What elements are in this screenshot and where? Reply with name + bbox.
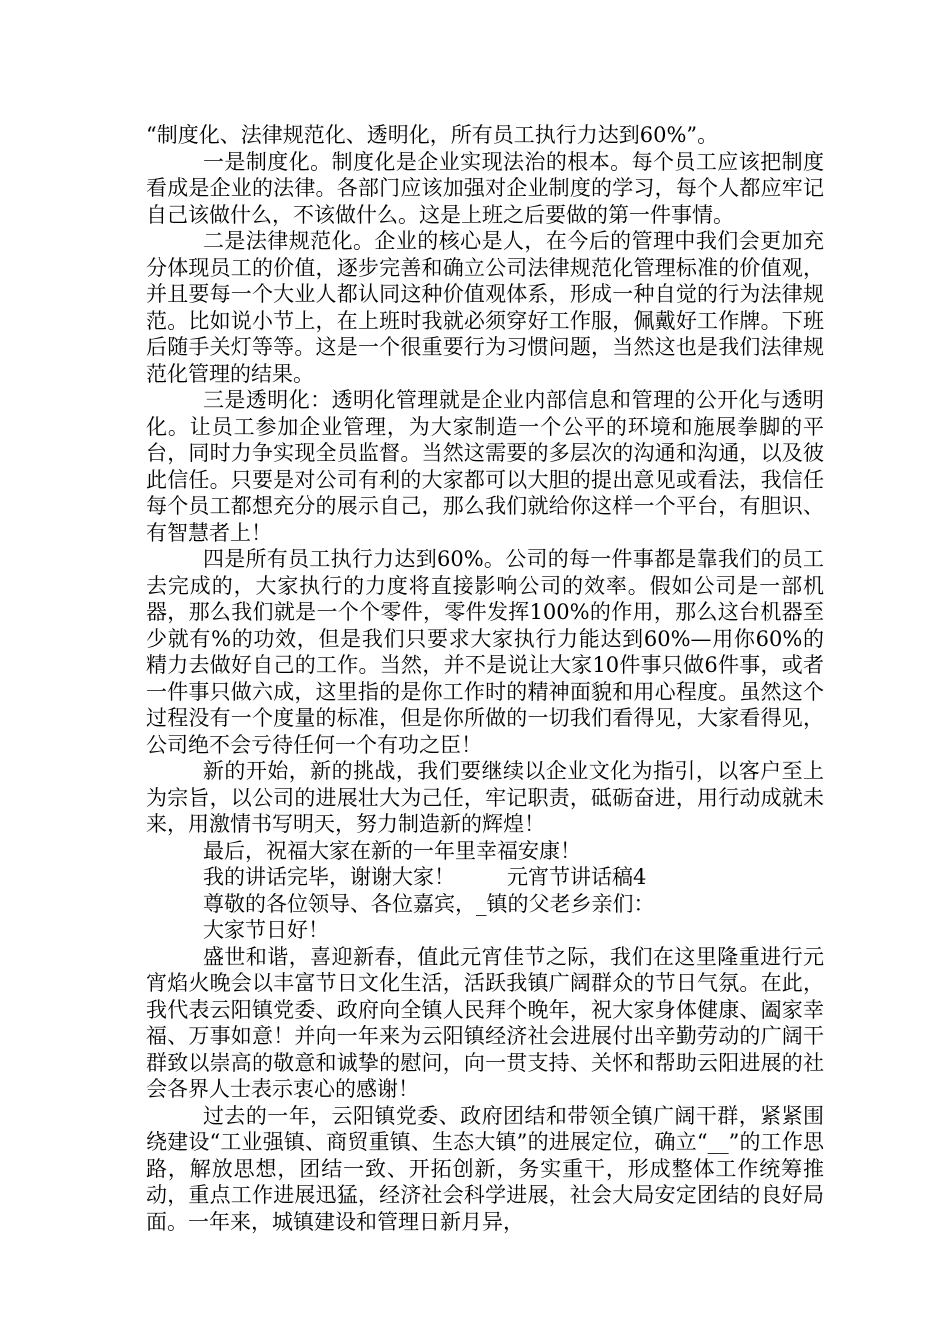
paragraph-legal-standardization: 二是法律规范化。企业的核心是人，在今后的管理中我们会更加充分体现员工的价值，逐步完善和确立公司法律规范化管理标准的价值观，并且要每一个大业人都认同这种价值观体系，形成一种自觉的行为法律规范。比如说小节上，在上班时我就必须穿好工作服，佩戴好工作牌。下班后随手关灯等等。这是一个很重要行为习惯问题，当然这也是我们法律规范化管理的结果。 [146, 229, 824, 386]
paragraph-blessing: 最后，祝福大家在新的一年里幸福安康！ [203, 838, 581, 863]
paragraph-new-beginning: 新的开始，新的挑战，我们要继续以企业文化为指引，以客户至上为宗旨，以公司的进展壮大为己任，牢记职责，砥砺奋进，用行动成就未来，用激情书写明天，努力制造新的辉煌！ [146, 759, 824, 836]
paragraph-institutionalization: 一是制度化。制度化是企业实现法治的根本。每个员工应该把制度看成是企业的法律。各部门应该加强对企业制度的学习，每个人都应牢记自己该做什么，不该做什么。这是上班之后要做的第一件事情。 [146, 149, 824, 227]
paragraph-quote: “制度化、法律规范化、透明化，所有员工执行力达到60%”。 [146, 123, 719, 147]
paragraph-salutation: 尊敬的各位领导、各位嘉宾，_镇的父老乡亲们： [203, 891, 655, 916]
document-page [146, 122, 824, 1235]
paragraph-greeting: 大家节日好！ [203, 918, 329, 942]
speech-title: 元宵节讲话稿4 [507, 865, 647, 889]
paragraph-festival: 盛世和谐，喜迎新春，值此元宵佳节之际，我们在这里隆重进行元宵焰火晚会以丰富节日文化生活，活跃我镇广阔群众的节日气氛。在此，我代表云阳镇党委、政府向全镇人民拜个晚年，祝大家身体健康、阖家幸福、万事如意！并向一年来为云阳镇经济社会进展付出辛勤劳动的广阔干群致以崇高的敬意和诚挚的慰问，向一贯支持、关怀和帮助云阳进展的社会各界人士表示衷心的感谢！ [146, 944, 824, 1101]
closing-remark: 我的讲话完毕，谢谢大家！ [203, 865, 455, 889]
paragraph-execution: 四是所有员工执行力达到60%。公司的每一件事都是靠我们的员工去完成的，大家执行的力度将直接影响公司的效率。假如公司是一部机器，那么我们就是一个个零件，零件发挥100%的作用，那么这台机器至少就有%的功效，但是我们只要求大家执行力能达到60%—用你60%的精力去做好自己的工作。当然，并不是说让大家10件事只做6件事，或者一件事只做六成，这里指的是你工作时的精神面貌和用心程度。虽然这个过程没有一个度量的标准，但是你所做的一切我们看得见，大家看得见，公司绝不会亏待任何一个有功之臣！ [146, 547, 824, 757]
paragraph-past-year: 过去的一年，云阳镇党委、政府团结和带领全镇广阔干群，紧紧围绕建设“工业强镇、商贸重镇、生态大镇”的进展定位，确立“__”的工作思路，解放思想，团结一致、开拓创新，务实重干，形成整体工作统筹推动，重点工作进展迅猛，经济社会科学进展，社会大局安定团结的良好局面。一年来，城镇建设和管理日新月异， [146, 1103, 824, 1234]
paragraph-closing-line [146, 864, 824, 891]
paragraph-transparency: 三是透明化：透明化管理就是企业内部信息和管理的公开化与透明化。让员工参加企业管理，为大家制造一个公平的环境和施展拳脚的平台，同时力争实现全员监督。当然这需要的多层次的沟通和沟通，以及彼此信任。只要是对公司有利的大家都可以大胆的提出意见或看法，我信任每个员工都想充分的展示自己，那么我们就给你这样一个平台，有胆识、有智慧者上！ [146, 388, 824, 545]
